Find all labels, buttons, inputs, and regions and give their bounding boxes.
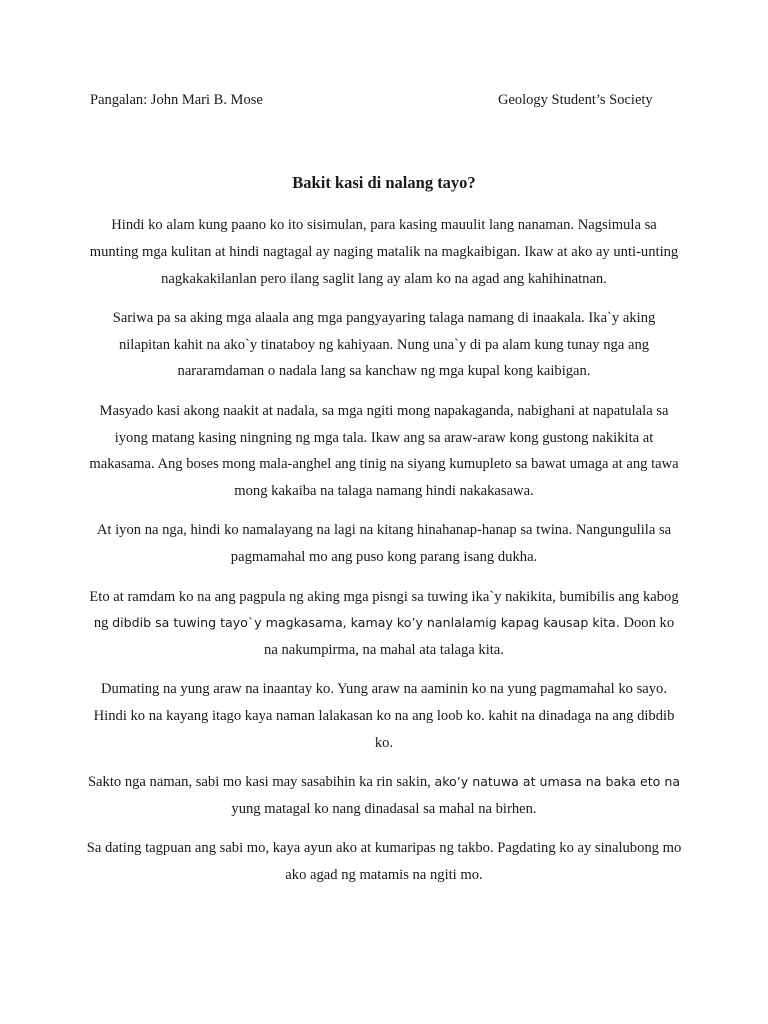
paragraph-7 — [86, 769, 682, 823]
paragraph-6: Dumating na yung araw na inaantay ko. Yung araw na aaminin ko na yung pagmamahal ko sayo. Hindi ko na kayang itago kaya naman lalakasan ko na ang loob ko. kahit na dinadaga na ang dibdib ko. — [93, 681, 675, 752]
paragraph-4: At iyon na nga, hindi ko namalayang na lagi na kitang hinahanap-hanap sa twina. Nangungulila sa pagmamahal mo ang puso kong parang isang dukha. — [96, 522, 672, 566]
paragraph-1: Hindi ko alam kung paano ko ito sisimulan, para kasing mauulit lang nanaman. Nagsimula sa munting mga kulitan at hindi nagtagal ay naging matalik na magkaibigan. Ikaw at ako ay unti-unting nagkakakilanlan pero ilang saglit lang ay alam ko na agad ang kahihinatnan. — [89, 217, 679, 287]
paragraph-8: Sa dating tagpuan ang sabi mo, kaya ayun ako at kumaripas ng takbo. Pagdating ko ay sinalubong mo ako agad ng matamis na ngiti mo. — [86, 840, 682, 884]
paragraph-2: Sariwa pa sa aking mga alaala ang mga pangyayaring talaga namang di inaakala. Ika`y aking nilapitan kahit na ako`y tinataboy ng kahiyaan. Nung una`y di pa alam kung tunay nga ang nararamdaman o nadala lang sa kanchaw ng mga kupal kong kaibigan. — [112, 309, 656, 380]
document-body — [86, 212, 682, 902]
paragraph-7-part-3: yung matagal ko nang dinadasal sa mahal na birhen. — [231, 801, 537, 818]
name-label: Pangalan: John Mari B. Mose — [90, 92, 263, 108]
paragraph-5 — [86, 584, 682, 664]
document-title: Bakit kasi di nalang tayo? — [292, 173, 476, 192]
paragraph-5-part-3: Doon ko na nakumpirma, na mahal ata talaga kita. — [264, 615, 675, 659]
paragraph-3: Masyado kasi akong naakit at nadala, sa mga ngiti mong napakaganda, nabighani at napatulala sa iyong matang kasing ningning ng mga tala. Ikaw ang sa araw-araw kong gustong nakikita at makasama. Ang boses mong mala-anghel ang tinig na siyang kumupleto sa bawat umaga at ang tawa mong kakaiba na talaga namang hindi nakakasawa. — [89, 402, 679, 500]
paragraph-5-part-1: Eto at ramdam ko na ang pagpula ng aking mga pisngi sa tuwing ika`y nakikita, bumibilis ang kabog ng — [89, 588, 679, 632]
paragraph-5-part-2: dibdib sa tuwing tayo`y magkasama, kamay ko’y nanlalamig kapag kausap kita. — [112, 615, 620, 631]
paragraph-7-part-1: Sakto nga naman, sabi mo kasi may sasabihin ka rin sakin, — [87, 774, 435, 791]
organization-label: Geology Student’s Society — [498, 92, 653, 108]
paragraph-7-part-2: ako’y natuwa at umasa na baka eto na — [434, 774, 681, 790]
